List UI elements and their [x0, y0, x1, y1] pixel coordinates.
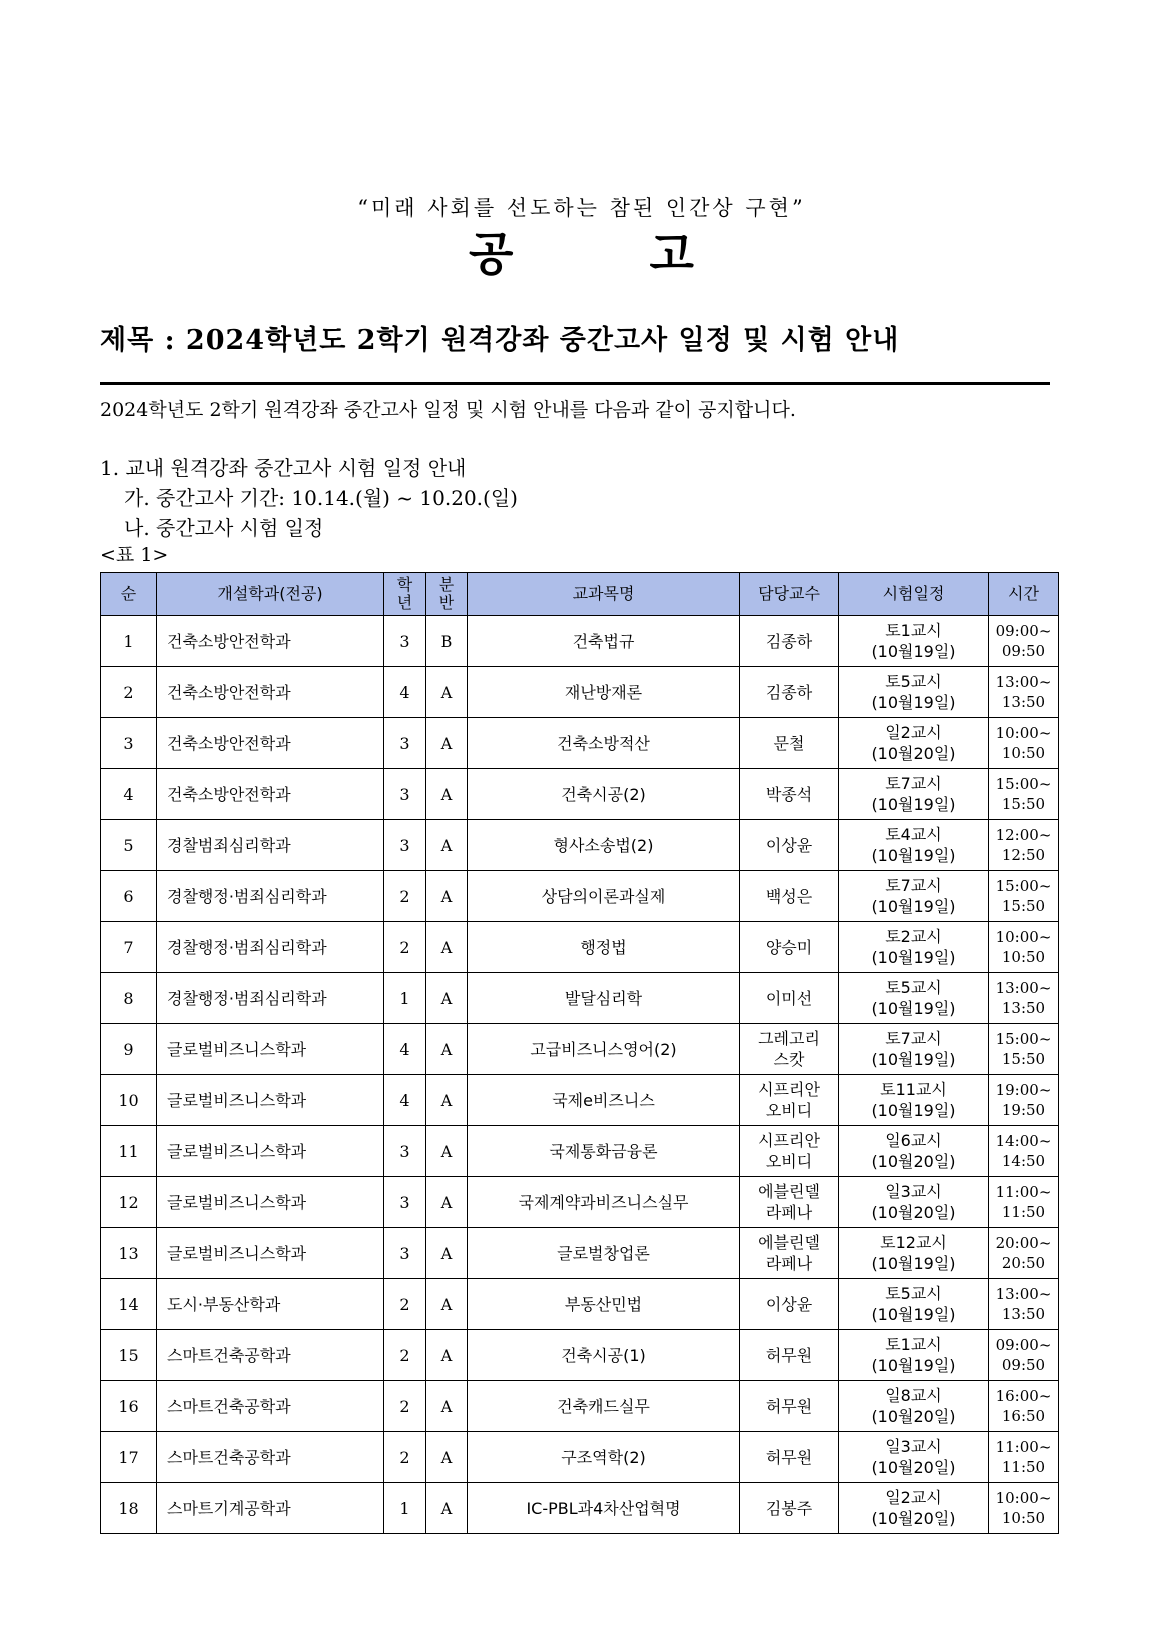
cell-time [989, 922, 1059, 973]
table-row [101, 1381, 1059, 1432]
cell-prof [740, 922, 839, 973]
cell-sched [839, 1177, 989, 1228]
cell-sched-date: (10월20일) [871, 744, 956, 763]
cell-course: 건축시공(1) [468, 1330, 740, 1381]
cell-prof-line1: 그레고리 [758, 1029, 820, 1048]
cell-prof [740, 973, 839, 1024]
cell-time-start: 14:00~ [995, 1132, 1052, 1150]
cell-course: IC-PBL과4차산업혁명 [468, 1483, 740, 1534]
cell-time [989, 616, 1059, 667]
cell-class: A [426, 769, 468, 820]
cell-year: 4 [384, 667, 426, 718]
cell-prof-line1: 김종하 [765, 631, 813, 651]
cell-no: 7 [101, 922, 157, 973]
cell-sched-date: (10월20일) [871, 1152, 956, 1171]
header-year-line2: 년 [396, 593, 413, 612]
cell-sched-period: 토7교시 [885, 876, 942, 895]
cell-sched [839, 1024, 989, 1075]
cell-course: 건축캐드실무 [468, 1381, 740, 1432]
motto: “미래 사회를 선도하는 참된 인간상 구현” [357, 196, 806, 220]
cell-class: A [426, 1483, 468, 1534]
cell-sched-period: 토5교시 [885, 672, 942, 691]
cell-dept: 경찰범죄심리학과 [157, 820, 384, 871]
cell-prof [740, 667, 839, 718]
cell-time-start: 13:00~ [995, 1285, 1052, 1303]
cell-prof [740, 1126, 839, 1177]
cell-sched [839, 922, 989, 973]
cell-dept: 글로벌비즈니스학과 [157, 1228, 384, 1279]
cell-sched-date: (10월19일) [871, 897, 956, 916]
cell-prof-line1: 허무원 [765, 1447, 813, 1467]
cell-time-start: 10:00~ [995, 1489, 1052, 1507]
cell-sched-period: 토5교시 [885, 978, 942, 997]
cell-sched [839, 718, 989, 769]
cell-class: A [426, 1177, 468, 1228]
cell-prof-line1: 이상윤 [765, 835, 813, 855]
header-year-line1: 학 [396, 575, 413, 594]
cell-class: A [426, 1279, 468, 1330]
cell-time-end: 10:50 [1001, 744, 1046, 762]
cell-sched-period: 일8교시 [885, 1386, 942, 1405]
cell-year: 2 [384, 1330, 426, 1381]
cell-year: 2 [384, 871, 426, 922]
cell-prof-line1: 허무원 [765, 1396, 813, 1416]
cell-time-end: 12:50 [1001, 846, 1046, 864]
intro-text: 2024학년도 2학기 원격강좌 중간고사 일정 및 시험 안내를 다음과 같이 공지합니다. [100, 399, 796, 421]
cell-no: 16 [101, 1381, 157, 1432]
header-time: 시간 [989, 573, 1059, 616]
cell-year: 2 [384, 1381, 426, 1432]
cell-dept: 글로벌비즈니스학과 [157, 1075, 384, 1126]
cell-prof [740, 871, 839, 922]
cell-year: 3 [384, 718, 426, 769]
table-row [101, 1177, 1059, 1228]
header-dept: 개설학과(전공) [157, 573, 384, 616]
cell-prof-line2: 오비디 [765, 1101, 813, 1120]
cell-no: 1 [101, 616, 157, 667]
cell-prof [740, 820, 839, 871]
cell-year: 3 [384, 820, 426, 871]
exam-period: 가. 중간고사 기간: 10.14.(월) ~ 10.20.(일) [124, 486, 518, 510]
cell-dept: 건축소방안전학과 [157, 769, 384, 820]
cell-time-end: 15:50 [1001, 897, 1046, 915]
table-row [101, 973, 1059, 1024]
cell-sched [839, 871, 989, 922]
cell-time-start: 12:00~ [995, 826, 1052, 844]
cell-time [989, 1024, 1059, 1075]
cell-prof [740, 1075, 839, 1126]
cell-time [989, 718, 1059, 769]
cell-no: 3 [101, 718, 157, 769]
cell-prof [740, 769, 839, 820]
table-row [101, 820, 1059, 871]
cell-dept: 스마트기계공학과 [157, 1483, 384, 1534]
cell-sched [839, 616, 989, 667]
cell-course: 부동산민법 [468, 1279, 740, 1330]
cell-time [989, 1126, 1059, 1177]
cell-sched [839, 1432, 989, 1483]
cell-prof [740, 1177, 839, 1228]
cell-no: 15 [101, 1330, 157, 1381]
cell-prof-line1: 백성은 [765, 886, 813, 906]
cell-no: 2 [101, 667, 157, 718]
cell-no: 6 [101, 871, 157, 922]
header-no: 순 [101, 573, 157, 616]
cell-year: 2 [384, 922, 426, 973]
exam-schedule-table [100, 572, 1059, 1534]
table-row [101, 1126, 1059, 1177]
cell-sched-date: (10월20일) [871, 1458, 956, 1477]
cell-sched [839, 1330, 989, 1381]
cell-sched-period: 토4교시 [885, 825, 942, 844]
cell-no: 13 [101, 1228, 157, 1279]
cell-class: A [426, 1075, 468, 1126]
cell-course: 상담의이론과실제 [468, 871, 740, 922]
cell-course: 구조역학(2) [468, 1432, 740, 1483]
cell-course: 고급비즈니스영어(2) [468, 1024, 740, 1075]
cell-no: 8 [101, 973, 157, 1024]
cell-no: 17 [101, 1432, 157, 1483]
cell-time-start: 19:00~ [995, 1081, 1052, 1099]
cell-sched-date: (10월19일) [871, 948, 956, 967]
cell-dept: 경찰행정·범죄심리학과 [157, 871, 384, 922]
table-row [101, 718, 1059, 769]
cell-sched-date: (10월19일) [871, 795, 956, 814]
cell-prof [740, 1024, 839, 1075]
cell-time-start: 13:00~ [995, 979, 1052, 997]
cell-course: 발달심리학 [468, 973, 740, 1024]
cell-course: 국제통화금융론 [468, 1126, 740, 1177]
cell-course: 재난방재론 [468, 667, 740, 718]
cell-class: A [426, 718, 468, 769]
cell-sched-date: (10월20일) [871, 1203, 956, 1222]
cell-class: A [426, 1330, 468, 1381]
cell-time-end: 09:50 [1001, 642, 1046, 660]
cell-sched-period: 토2교시 [885, 927, 942, 946]
cell-year: 3 [384, 769, 426, 820]
cell-time-end: 15:50 [1001, 795, 1046, 813]
cell-class: A [426, 820, 468, 871]
cell-prof-line1: 에블린델 [758, 1182, 820, 1201]
cell-class: A [426, 1228, 468, 1279]
table-row [101, 922, 1059, 973]
cell-sched [839, 1075, 989, 1126]
cell-no: 4 [101, 769, 157, 820]
cell-class: B [426, 616, 468, 667]
cell-time-start: 11:00~ [995, 1438, 1052, 1456]
cell-class: A [426, 1024, 468, 1075]
cell-prof-line1: 허무원 [765, 1345, 813, 1365]
header-prof: 담당교수 [740, 573, 839, 616]
cell-dept: 건축소방안전학과 [157, 616, 384, 667]
cell-prof [740, 1228, 839, 1279]
cell-year: 1 [384, 973, 426, 1024]
cell-dept: 건축소방안전학과 [157, 667, 384, 718]
cell-dept: 경찰행정·범죄심리학과 [157, 973, 384, 1024]
cell-sched-period: 일2교시 [885, 723, 942, 742]
cell-sched-date: (10월20일) [871, 1509, 956, 1528]
cell-time-end: 10:50 [1001, 1509, 1046, 1527]
cell-class: A [426, 871, 468, 922]
table-row [101, 1228, 1059, 1279]
cell-time-start: 10:00~ [995, 724, 1052, 742]
cell-time [989, 667, 1059, 718]
cell-time [989, 1279, 1059, 1330]
cell-sched-period: 일6교시 [885, 1131, 942, 1150]
document-title: 공 고 [469, 227, 694, 281]
cell-dept: 도시·부동산학과 [157, 1279, 384, 1330]
cell-year: 2 [384, 1432, 426, 1483]
cell-no: 10 [101, 1075, 157, 1126]
header-course: 교과목명 [468, 573, 740, 616]
cell-dept: 경찰행정·범죄심리학과 [157, 922, 384, 973]
cell-sched [839, 1381, 989, 1432]
cell-sched-period: 토7교시 [885, 774, 942, 793]
table-row [101, 769, 1059, 820]
table-row [101, 1024, 1059, 1075]
cell-class: A [426, 922, 468, 973]
cell-no: 9 [101, 1024, 157, 1075]
cell-no: 14 [101, 1279, 157, 1330]
cell-time-end: 11:50 [1001, 1203, 1046, 1221]
cell-no: 11 [101, 1126, 157, 1177]
cell-prof-line1: 이미선 [765, 988, 813, 1008]
cell-course: 글로벌창업론 [468, 1228, 740, 1279]
cell-prof-line1: 김종하 [765, 682, 813, 702]
cell-time-start: 09:00~ [995, 1336, 1052, 1354]
cell-time-end: 16:50 [1001, 1407, 1046, 1425]
cell-year: 3 [384, 616, 426, 667]
cell-time-start: 13:00~ [995, 673, 1052, 691]
cell-time [989, 1483, 1059, 1534]
table-row [101, 871, 1059, 922]
cell-prof-line1: 이상윤 [765, 1294, 813, 1314]
cell-sched-period: 토1교시 [885, 621, 942, 640]
cell-prof-line1: 박종석 [765, 784, 813, 804]
cell-sched-period: 일3교시 [885, 1437, 942, 1456]
cell-sched-date: (10월19일) [871, 1305, 956, 1324]
cell-course: 건축소방적산 [468, 718, 740, 769]
cell-sched-date: (10월19일) [871, 642, 956, 661]
cell-year: 3 [384, 1177, 426, 1228]
cell-sched [839, 1483, 989, 1534]
cell-time-start: 20:00~ [995, 1234, 1052, 1252]
cell-prof [740, 1432, 839, 1483]
cell-class: A [426, 1381, 468, 1432]
cell-sched-date: (10월19일) [871, 846, 956, 865]
header-class [426, 573, 468, 616]
cell-year: 3 [384, 1126, 426, 1177]
cell-class: A [426, 973, 468, 1024]
cell-prof-line1: 에블린델 [758, 1233, 820, 1252]
cell-no: 18 [101, 1483, 157, 1534]
cell-course: 국제계약과비즈니스실무 [468, 1177, 740, 1228]
cell-time-end: 19:50 [1001, 1101, 1046, 1119]
cell-prof [740, 616, 839, 667]
cell-class: A [426, 1432, 468, 1483]
cell-sched-date: (10월19일) [871, 1050, 956, 1069]
table-row [101, 616, 1059, 667]
cell-course: 행정법 [468, 922, 740, 973]
cell-time-end: 13:50 [1001, 693, 1046, 711]
cell-sched [839, 1279, 989, 1330]
table-row [101, 1330, 1059, 1381]
cell-sched [839, 973, 989, 1024]
cell-time-start: 09:00~ [995, 622, 1052, 640]
cell-sched-period: 일3교시 [885, 1182, 942, 1201]
table-row [101, 1432, 1059, 1483]
cell-sched [839, 769, 989, 820]
cell-time-end: 13:50 [1001, 1305, 1046, 1323]
header-class-line2: 반 [438, 593, 455, 612]
cell-time [989, 1330, 1059, 1381]
table-row [101, 1279, 1059, 1330]
cell-dept: 건축소방안전학과 [157, 718, 384, 769]
cell-class: A [426, 667, 468, 718]
cell-dept: 스마트건축공학과 [157, 1381, 384, 1432]
header-sched: 시험일정 [839, 573, 989, 616]
cell-year: 4 [384, 1024, 426, 1075]
cell-time [989, 820, 1059, 871]
cell-sched [839, 1228, 989, 1279]
cell-time-end: 09:50 [1001, 1356, 1046, 1374]
subject-line: 제목 : 2024학년도 2학기 원격강좌 중간고사 일정 및 시험 안내 [100, 325, 900, 356]
divider [100, 382, 1050, 385]
cell-prof-line2: 스캇 [773, 1050, 805, 1069]
cell-prof-line1: 시프리안 [758, 1131, 820, 1150]
cell-sched-date: (10월19일) [871, 1356, 956, 1375]
cell-time-start: 15:00~ [995, 877, 1052, 895]
cell-prof [740, 1279, 839, 1330]
cell-time-start: 15:00~ [995, 775, 1052, 793]
table-row [101, 1075, 1059, 1126]
cell-time-start: 16:00~ [995, 1387, 1052, 1405]
cell-sched-period: 토11교시 [880, 1080, 947, 1099]
section-heading: 1. 교내 원격강좌 중간고사 시험 일정 안내 [100, 456, 467, 480]
table-header-row [101, 573, 1059, 616]
header-class-line1: 분 [438, 575, 455, 594]
cell-time-start: 10:00~ [995, 928, 1052, 946]
cell-course: 건축법규 [468, 616, 740, 667]
cell-sched-period: 토1교시 [885, 1335, 942, 1354]
cell-sched-date: (10월19일) [871, 693, 956, 712]
cell-time-start: 11:00~ [995, 1183, 1052, 1201]
cell-sched-date: (10월20일) [871, 1407, 956, 1426]
cell-time-start: 15:00~ [995, 1030, 1052, 1048]
cell-prof-line1: 문철 [773, 733, 805, 753]
cell-time-end: 20:50 [1001, 1254, 1046, 1272]
cell-prof-line1: 김봉주 [765, 1498, 813, 1518]
cell-time-end: 11:50 [1001, 1458, 1046, 1476]
cell-prof-line2: 라페나 [765, 1203, 813, 1222]
cell-year: 2 [384, 1279, 426, 1330]
cell-year: 1 [384, 1483, 426, 1534]
cell-sched-period: 일2교시 [885, 1488, 942, 1507]
cell-sched [839, 820, 989, 871]
table-row [101, 667, 1059, 718]
cell-time [989, 769, 1059, 820]
table-caption: <표 1> [100, 544, 169, 566]
cell-prof-line1: 시프리안 [758, 1080, 820, 1099]
cell-course: 형사소송법(2) [468, 820, 740, 871]
cell-dept: 글로벌비즈니스학과 [157, 1126, 384, 1177]
cell-dept: 글로벌비즈니스학과 [157, 1177, 384, 1228]
cell-time [989, 1381, 1059, 1432]
cell-time [989, 1432, 1059, 1483]
cell-time [989, 1075, 1059, 1126]
cell-prof [740, 1330, 839, 1381]
cell-prof-line2: 라페나 [765, 1254, 813, 1273]
cell-time-end: 13:50 [1001, 999, 1046, 1017]
cell-time-end: 15:50 [1001, 1050, 1046, 1068]
cell-prof [740, 1381, 839, 1432]
cell-dept: 스마트건축공학과 [157, 1330, 384, 1381]
cell-sched [839, 1126, 989, 1177]
cell-sched-date: (10월19일) [871, 1101, 956, 1120]
cell-sched-date: (10월19일) [871, 1254, 956, 1273]
cell-prof [740, 718, 839, 769]
cell-prof-line2: 오비디 [765, 1152, 813, 1171]
cell-prof-line1: 양승미 [765, 937, 813, 957]
cell-sched-date: (10월19일) [871, 999, 956, 1018]
cell-dept: 스마트건축공학과 [157, 1432, 384, 1483]
cell-time [989, 1228, 1059, 1279]
cell-course: 국제e비즈니스 [468, 1075, 740, 1126]
cell-time [989, 1177, 1059, 1228]
cell-sched-period: 토7교시 [885, 1029, 942, 1048]
exam-schedule-heading: 나. 중간고사 시험 일정 [124, 516, 324, 540]
cell-no: 12 [101, 1177, 157, 1228]
cell-time-end: 14:50 [1001, 1152, 1046, 1170]
cell-course: 건축시공(2) [468, 769, 740, 820]
cell-no: 5 [101, 820, 157, 871]
cell-sched-period: 토5교시 [885, 1284, 942, 1303]
table-row [101, 1483, 1059, 1534]
cell-time-end: 10:50 [1001, 948, 1046, 966]
cell-time [989, 973, 1059, 1024]
cell-class: A [426, 1126, 468, 1177]
header-year [384, 573, 426, 616]
cell-year: 3 [384, 1228, 426, 1279]
cell-sched [839, 667, 989, 718]
cell-dept: 글로벌비즈니스학과 [157, 1024, 384, 1075]
cell-year: 4 [384, 1075, 426, 1126]
cell-prof [740, 1483, 839, 1534]
cell-time [989, 871, 1059, 922]
cell-sched-period: 토12교시 [880, 1233, 947, 1252]
